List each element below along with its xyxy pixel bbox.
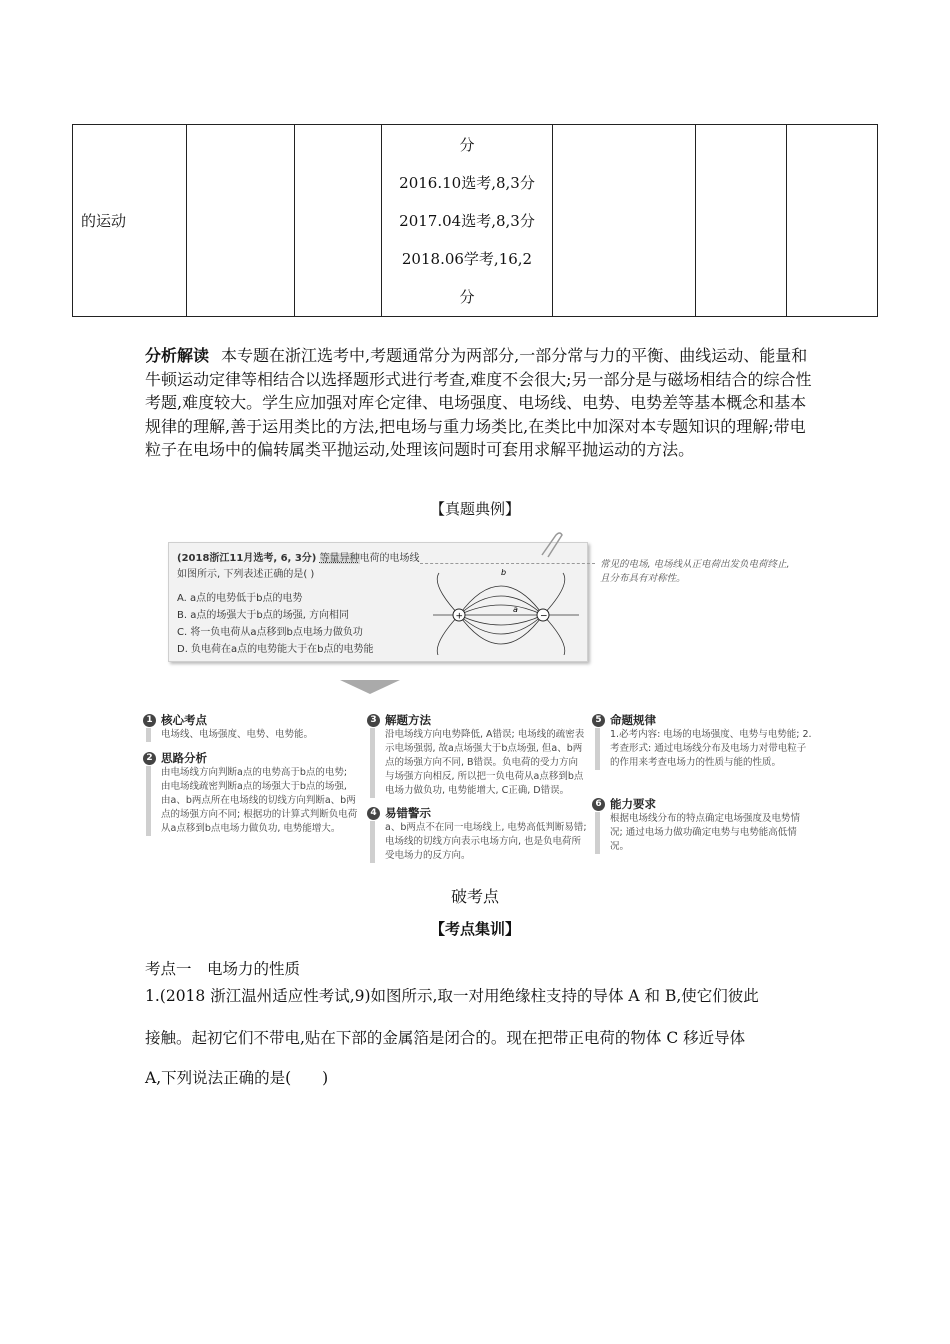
section-ability: 6 能力要求 根据电场线分布的特点确定电场强度及电势情况; 通过电场力做功确定电势与电势能高低情况。 xyxy=(592,796,812,854)
option-a: A. a点的电势低于b点的电势 xyxy=(177,593,303,604)
svg-text:+: + xyxy=(455,611,464,622)
question-line-2: 接触。起初它们不带电,贴在下部的金属箔是闭合的。现在把带正电荷的物体 C 移近导体 xyxy=(145,1029,746,1047)
example-card xyxy=(168,542,588,662)
section-pitfalls: 4 易错警示 a、b两点不在同一电场线上, 电势高低判断易错; 电场线的切线方向表示电场方向, 也是负电荷所受电场力的反方向。 xyxy=(367,805,587,863)
option-d: D. 负电荷在a点的电势能大于在b点的电势能 xyxy=(177,644,374,655)
margin-note: 常见的电场, 电场线从正电荷出发负电荷终止, 且分布具有对称性。 xyxy=(600,559,790,584)
section-pattern: 5 命题规律 1.必考内容: 电场的电场强度、电势与电势能; 2.考查形式: 通过电场线分布及电场力对带电粒子的作用来考查电场力的性质与能的性质。 xyxy=(592,712,812,770)
label-a: a xyxy=(513,605,518,614)
svg-text:−: − xyxy=(540,611,548,622)
analysis-text: 本专题在浙江选考中,考题通常分为两部分,一部分常与力的平衡、曲线运动、能量和牛顿运动定律等相结合以选择题形式进行考查,难度不会很大;另一部分是与磁场相结合的综合性考题,难度较大。学生应加强对库仑定律、电场强度、电场线、电势、电势差等基本概念和基本规律的理解,善于运用类比的方法,把电场与重力场类比,在类比中加深对本专题知识的理解;带电粒子在电场中的偏转属类平抛运动,处理该问题时可套用求解平抛运动的方法。 xyxy=(145,346,812,459)
example-question xyxy=(177,551,427,582)
exam-records: 分 2016.10选考,8,3分 2017.04选考,8,3分 2018.06学考,16,2 分 xyxy=(382,125,553,317)
table-row-label: 的运动 xyxy=(73,125,187,317)
option-c: C. 将一负电荷从a点移到b点电场力做负功 xyxy=(177,627,363,638)
po-title: 破考点 xyxy=(450,887,499,906)
example-stem: 电荷的电场线如图所示, 下列表述正确的是( ) xyxy=(177,553,420,580)
arrow-down-icon xyxy=(340,680,400,694)
example-title: 【真题典例】 xyxy=(429,500,520,518)
label-b: b xyxy=(501,568,507,577)
point-title: 考点一 电场力的性质 xyxy=(145,960,301,978)
analysis-paragraph xyxy=(145,344,813,462)
set-title: 【考点集训】 xyxy=(429,920,520,938)
question-line-3: A,下列说法正确的是( ) xyxy=(145,1069,329,1087)
section-thinking: 2 思路分析 由电场线方向判断a点的电势高于b点的电势; 由电场线疏密判断a点的场强大于b点的场强, 由a、b两点所在电场线的切线方向判断a、b两点的场强方向不同; 根据功的计算式判断负电荷从a点移到b点电场力做负功, 电势能增大。 xyxy=(143,750,358,836)
section-method: 3 解题方法 沿电场线方向电势降低, A错误; 电场线的疏密表示电场强弱, 故a点场强大于b点场强, 但a、b两点的场强方向不同, B错误。负电荷的受力方向与场强方向相反, 所以把一负电荷从a点移到b点电场力做负功, 电势能增大, C正确, D错误。 xyxy=(367,712,587,798)
field-lines-figure xyxy=(431,565,581,655)
analysis-label: 分析解读 xyxy=(145,346,210,365)
example-source: (2018浙江11月选考, 6, 3分) xyxy=(177,553,317,564)
example-highlight: 等量异种 xyxy=(319,553,360,564)
section-core: 1 核心考点 电场线、电场强度、电势、电势能。 xyxy=(143,712,358,742)
exam-table xyxy=(72,124,878,317)
option-b: B. a点的场强大于b点的场强, 方向相同 xyxy=(177,610,350,621)
note-connector xyxy=(420,563,595,564)
paperclip-icon xyxy=(534,529,564,559)
question-line-1: 1.(2018 浙江温州适应性考试,9)如图所示,取一对用绝缘柱支持的导体 A 和 B,使它们彼此 xyxy=(145,987,759,1005)
